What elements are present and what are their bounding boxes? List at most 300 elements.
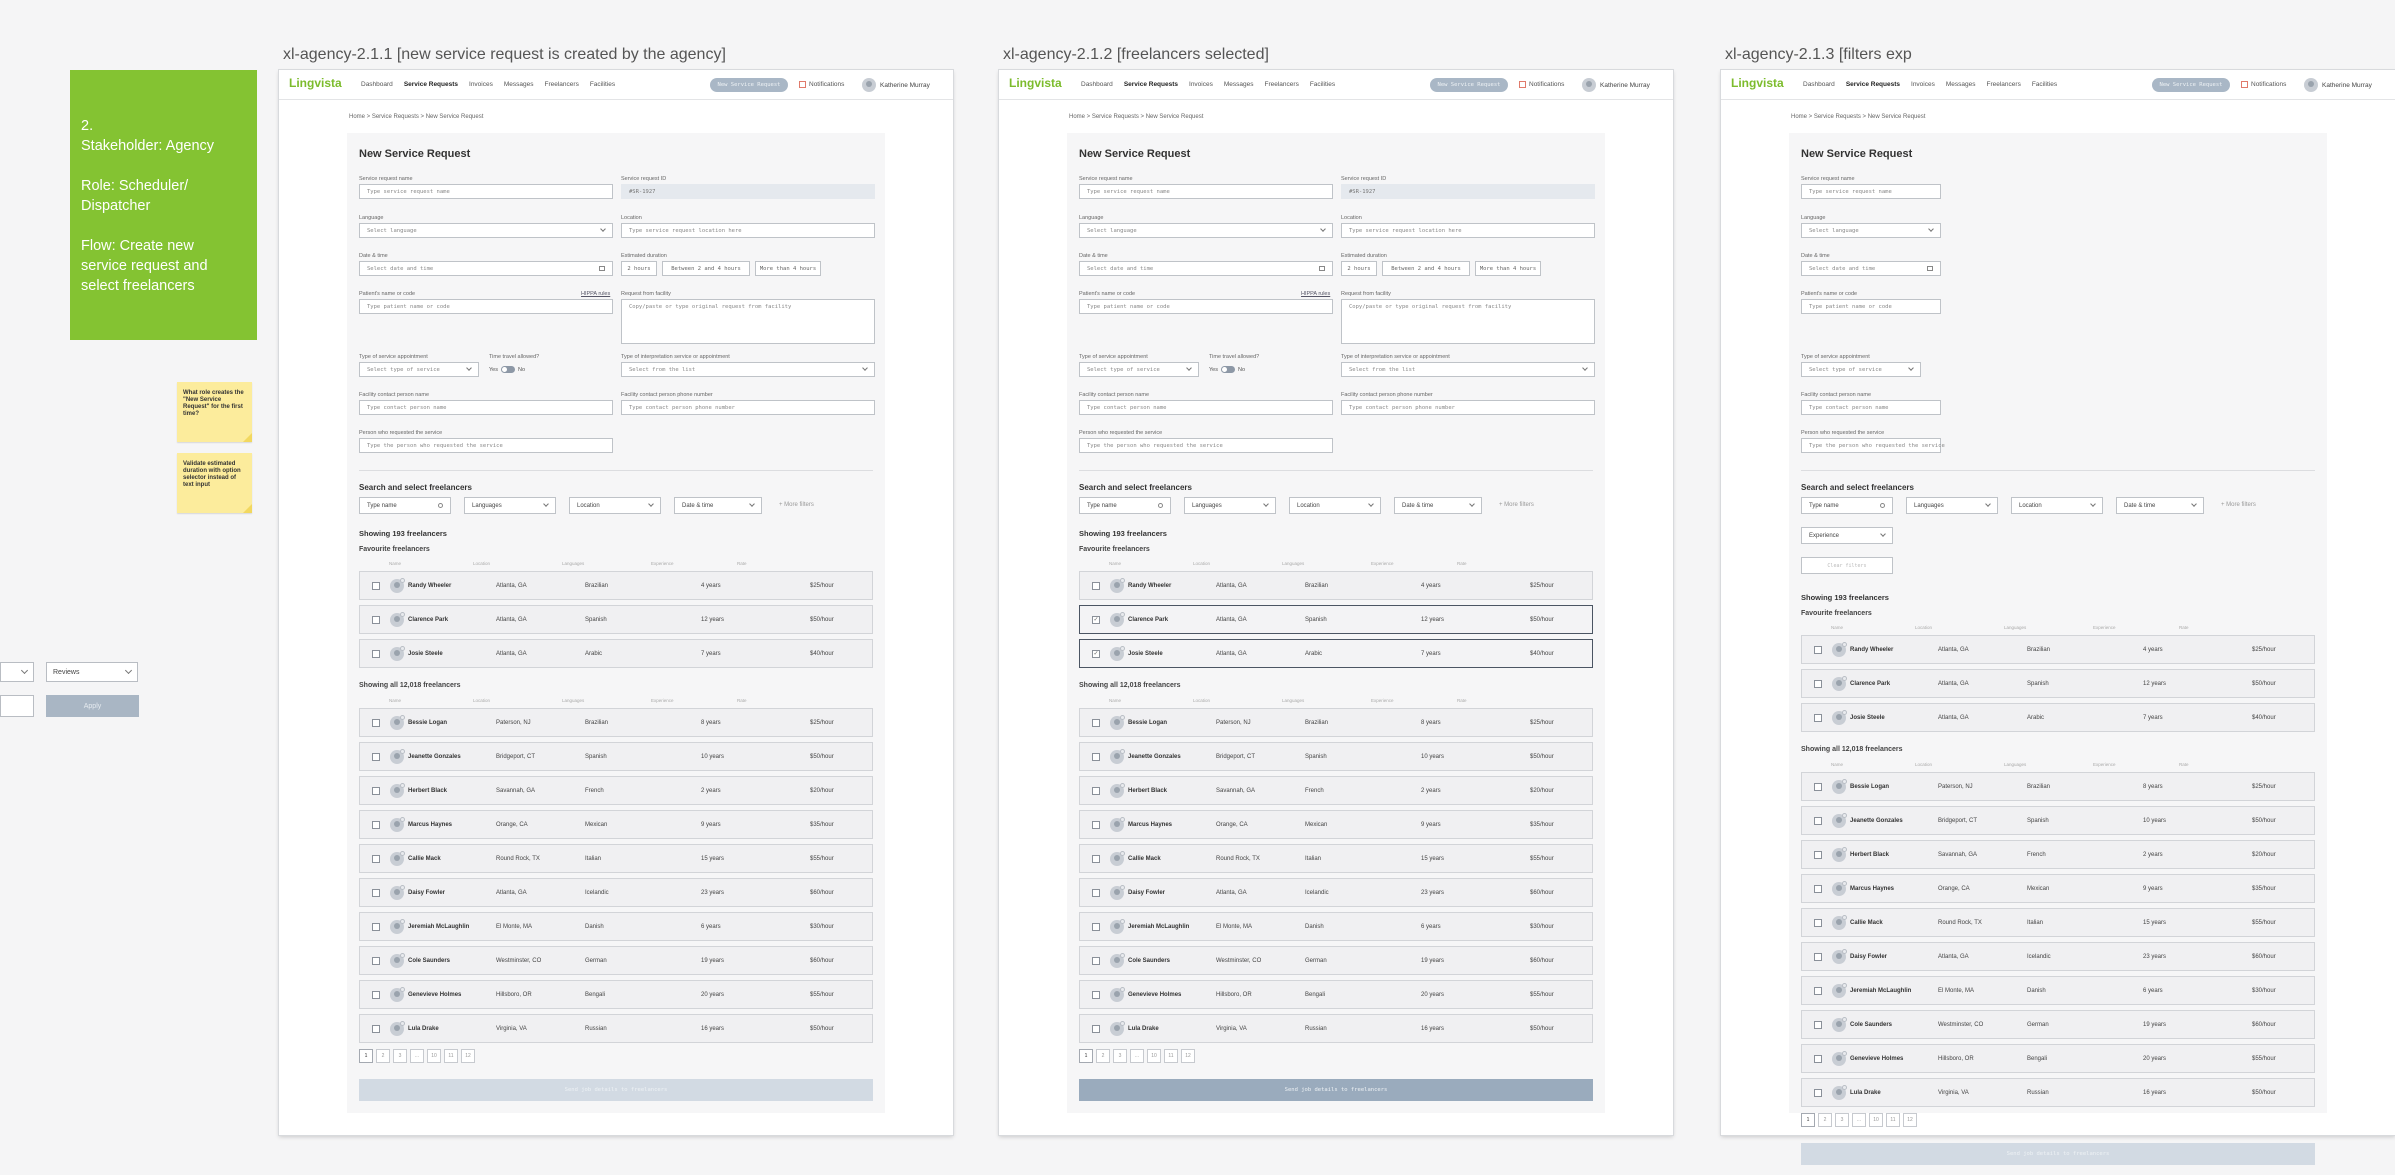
select-checkbox[interactable] xyxy=(1092,889,1100,897)
cell-experience: 20 years xyxy=(1421,992,1445,998)
cell-experience: 12 years xyxy=(1421,617,1445,623)
clear-filters-button[interactable]: Clear filters xyxy=(1801,557,1893,574)
status-dot-icon xyxy=(400,646,405,651)
status-dot-icon xyxy=(1120,987,1125,992)
datetime-picker[interactable] xyxy=(359,261,613,276)
more-filters-link[interactable]: + More filters xyxy=(2221,502,2256,508)
location-label: Location xyxy=(621,215,642,221)
sr-name-input[interactable] xyxy=(359,184,613,199)
cell-location: Atlanta, GA xyxy=(1216,583,1247,589)
language-select-text: Select language xyxy=(1087,227,1137,234)
interp-select[interactable] xyxy=(1341,362,1595,377)
requester-input[interactable] xyxy=(359,438,613,453)
sr-id-label: Service request ID xyxy=(621,176,667,182)
page-button[interactable]: 2 xyxy=(1096,1049,1110,1063)
nav-item-invoices[interactable]: Invoices xyxy=(469,81,493,88)
location-filter[interactable] xyxy=(1289,497,1381,514)
cell-rate: $50/hour xyxy=(810,1026,834,1032)
page-button[interactable]: 1 xyxy=(359,1049,373,1063)
divider xyxy=(359,470,873,471)
contact-phone-input[interactable] xyxy=(1341,400,1595,415)
select-checkbox[interactable] xyxy=(1092,855,1100,863)
nav-item-messages[interactable]: Messages xyxy=(1945,81,1976,88)
all-freelancers-title: Showing all 12,018 freelancers xyxy=(1801,746,1903,753)
table-row[interactable] xyxy=(1079,946,1593,975)
name-search-input[interactable] xyxy=(1801,497,1893,514)
requester-input-text: Type the person who requested the service xyxy=(1809,442,1945,449)
cell-name: Marcus Haynes xyxy=(1850,886,1895,892)
table-row[interactable] xyxy=(1801,669,2315,698)
new-service-request-button[interactable]: New Service Request xyxy=(710,78,788,92)
cell-rate: $50/hour xyxy=(2252,681,2276,687)
datetime-picker[interactable] xyxy=(1079,261,1333,276)
hipaa-link[interactable]: HIPPA rules xyxy=(581,291,611,297)
cell-name: Clarence Park xyxy=(408,617,449,623)
column-header: Name xyxy=(1831,762,1844,767)
select-checkbox[interactable] xyxy=(372,616,380,624)
duration-option[interactable]: More than 4 hours xyxy=(1475,261,1541,276)
status-dot-icon xyxy=(1842,915,1847,920)
datetime-picker[interactable] xyxy=(1801,261,1941,276)
table-row[interactable] xyxy=(1079,776,1593,805)
service-type-select-text: Select type of service xyxy=(1087,366,1160,373)
interp-select[interactable] xyxy=(621,362,875,377)
select-checkbox[interactable] xyxy=(1814,851,1822,859)
showing-count: Showing 193 freelancers xyxy=(1079,529,1167,538)
cell-experience: 9 years xyxy=(701,822,721,828)
page-button[interactable]: 10 xyxy=(1869,1113,1883,1127)
cell-language: French xyxy=(1305,788,1324,794)
nav-item-facilities[interactable]: Facilities xyxy=(1309,81,1336,88)
nav-item-freelancers[interactable]: Freelancers xyxy=(1986,81,2021,88)
patient-input[interactable] xyxy=(1079,299,1333,314)
cell-location: Westminster, CO xyxy=(1216,958,1262,964)
language-select[interactable] xyxy=(1079,223,1333,238)
patient-label: Patient's name or code xyxy=(359,291,416,297)
page-button[interactable]: ... xyxy=(1130,1049,1144,1063)
datetime-filter[interactable] xyxy=(1394,497,1482,514)
table-row[interactable] xyxy=(359,912,873,941)
cell-language: Spanish xyxy=(2027,681,2049,687)
sr-name-label: Service request name xyxy=(359,176,413,182)
cell-name: Randy Wheeler xyxy=(408,583,452,589)
table-row[interactable] xyxy=(1801,703,2315,732)
contact-name-input[interactable] xyxy=(1079,400,1333,415)
language-select-text: Select language xyxy=(367,227,417,234)
table-row[interactable] xyxy=(359,776,873,805)
frame-title: xl-agency-2.1.2 [freelancers selected] xyxy=(1003,46,1269,63)
notifications-link[interactable] xyxy=(1519,81,1564,88)
avatar xyxy=(2304,78,2318,92)
cell-location: El Monte, MA xyxy=(1216,924,1253,930)
time-travel-toggle[interactable] xyxy=(1209,366,1245,373)
page-button[interactable]: ... xyxy=(410,1049,424,1063)
datetime-filter-text: Date & time xyxy=(682,502,714,509)
cell-rate: $55/hour xyxy=(810,856,834,862)
app-logo[interactable]: Lingvista xyxy=(289,76,342,90)
column-header: Rate xyxy=(1457,698,1467,703)
send-job-details-button[interactable]: Send job details to freelancers xyxy=(1079,1079,1593,1101)
cell-language: Russian xyxy=(2027,1090,2049,1096)
service-type-select[interactable] xyxy=(1079,362,1199,377)
page-button[interactable]: 10 xyxy=(1147,1049,1161,1063)
table-row[interactable] xyxy=(1801,1078,2315,1107)
name-search-input[interactable] xyxy=(1079,497,1171,514)
chevron-down-icon xyxy=(862,365,868,371)
column-header: Languages xyxy=(562,698,585,703)
select-checkbox[interactable] xyxy=(1814,1089,1822,1097)
sr-id-field[interactable] xyxy=(621,184,875,199)
table-row[interactable] xyxy=(359,571,873,600)
cell-rate: $40/hour xyxy=(810,651,834,657)
breadcrumb[interactable]: Home > Service Requests > New Service Request xyxy=(1791,114,1926,120)
notifications-link[interactable] xyxy=(2241,81,2286,88)
nav-item-service-requests[interactable]: Service Requests xyxy=(403,81,459,88)
select-checkbox[interactable] xyxy=(372,719,380,727)
nav-item-freelancers[interactable]: Freelancers xyxy=(544,81,579,88)
select-checkbox[interactable] xyxy=(1092,957,1100,965)
select-checkbox[interactable]: ✓ xyxy=(1093,617,1099,623)
toggle-switch[interactable] xyxy=(501,366,515,373)
select-checkbox[interactable] xyxy=(1814,817,1822,825)
service-type-label: Type of service appointment xyxy=(1079,354,1148,360)
select-checkbox[interactable] xyxy=(372,889,380,897)
nav-item-dashboard[interactable]: Dashboard xyxy=(361,81,393,88)
page-button[interactable]: 3 xyxy=(1835,1113,1849,1127)
requester-label: Person who requested the service xyxy=(1079,430,1163,436)
cell-experience: 23 years xyxy=(2143,954,2167,960)
table-row[interactable] xyxy=(359,639,873,668)
cell-location: Orange, CA xyxy=(496,822,528,828)
table-row[interactable] xyxy=(1079,844,1593,873)
table-row[interactable] xyxy=(359,980,873,1009)
chevron-down-icon xyxy=(2090,501,2096,507)
page-button[interactable]: ... xyxy=(1852,1113,1866,1127)
page-button[interactable]: 1 xyxy=(1801,1113,1815,1127)
select-checkbox[interactable] xyxy=(372,957,380,965)
notifications-link[interactable] xyxy=(799,81,844,88)
language-select[interactable] xyxy=(1801,223,1941,238)
contact-name-input[interactable] xyxy=(1801,400,1941,415)
service-type-select[interactable] xyxy=(1801,362,1921,377)
column-headers xyxy=(1801,762,2315,768)
cell-location: Atlanta, GA xyxy=(1938,715,1969,721)
table-row[interactable] xyxy=(359,878,873,907)
datetime-filter[interactable] xyxy=(2116,497,2204,514)
select-checkbox[interactable] xyxy=(1814,919,1822,927)
cell-experience: 16 years xyxy=(701,1026,725,1032)
cell-rate: $60/hour xyxy=(1530,890,1554,896)
nav-item-service-requests[interactable]: Service Requests xyxy=(1845,81,1901,88)
status-dot-icon xyxy=(400,953,405,958)
column-header: Location xyxy=(473,698,491,703)
select-checkbox[interactable] xyxy=(372,923,380,931)
contact-name-input[interactable] xyxy=(359,400,613,415)
cell-name: Bessie Logan xyxy=(1128,720,1168,726)
datetime-picker-text: Select date and time xyxy=(1809,265,1876,272)
table-row[interactable] xyxy=(1079,980,1593,1009)
cell-language: Brazilian xyxy=(585,720,609,726)
cell-name: Jeremiah McLaughlin xyxy=(1128,924,1190,930)
page-button[interactable]: 12 xyxy=(1181,1049,1195,1063)
table-row[interactable] xyxy=(1801,840,2315,869)
requester-input-text: Type the person who requested the service xyxy=(1087,442,1223,449)
sr-name-input[interactable] xyxy=(1801,184,1941,199)
table-row[interactable] xyxy=(1079,708,1593,737)
duration-option[interactable]: Between 2 and 4 hours xyxy=(662,261,750,276)
breadcrumb[interactable]: Home > Service Requests > New Service Request xyxy=(1069,114,1204,120)
nav-item-facilities[interactable]: Facilities xyxy=(2031,81,2058,88)
contact-name-input-text: Type contact person name xyxy=(1809,404,1889,411)
breadcrumb[interactable]: Home > Service Requests > New Service Request xyxy=(349,114,484,120)
chevron-down-icon xyxy=(1368,501,1374,507)
table-row[interactable] xyxy=(359,742,873,771)
select-checkbox[interactable] xyxy=(372,991,380,999)
cell-location: Atlanta, GA xyxy=(496,651,527,657)
cell-experience: 16 years xyxy=(1421,1026,1445,1032)
table-row[interactable] xyxy=(1801,635,2315,664)
nav-item-facilities[interactable]: Facilities xyxy=(589,81,616,88)
search-section-title: Search and select freelancers xyxy=(359,483,472,492)
select-checkbox[interactable] xyxy=(372,855,380,863)
column-header: Languages xyxy=(2004,762,2027,767)
location-input[interactable] xyxy=(1341,223,1595,238)
cell-location: Atlanta, GA xyxy=(1216,890,1247,896)
new-service-request-button[interactable]: New Service Request xyxy=(2152,78,2230,92)
datetime-label: Date & time xyxy=(1079,253,1108,259)
page-button[interactable]: 3 xyxy=(393,1049,407,1063)
cell-experience: 10 years xyxy=(2143,818,2167,824)
table-row[interactable] xyxy=(1801,874,2315,903)
nav-item-dashboard[interactable]: Dashboard xyxy=(1803,81,1835,88)
table-row[interactable] xyxy=(359,605,873,634)
nav-item-invoices[interactable]: Invoices xyxy=(1911,81,1935,88)
table-row[interactable] xyxy=(1079,878,1593,907)
requester-input[interactable] xyxy=(1079,438,1333,453)
table-row[interactable] xyxy=(359,946,873,975)
page-button[interactable]: 10 xyxy=(427,1049,441,1063)
page-button[interactable]: 11 xyxy=(1886,1113,1900,1127)
page-button[interactable]: 12 xyxy=(461,1049,475,1063)
cell-language: Russian xyxy=(585,1026,607,1032)
duration-option[interactable]: Between 2 and 4 hours xyxy=(1382,261,1470,276)
select-checkbox[interactable] xyxy=(1814,714,1822,722)
select-checkbox[interactable] xyxy=(1814,783,1822,791)
cell-name: Genevieve Holmes xyxy=(1128,992,1182,998)
cell-location: Savannah, GA xyxy=(496,788,536,794)
apply-button[interactable]: Apply xyxy=(46,695,139,717)
cell-rate: $25/hour xyxy=(2252,647,2276,653)
table-row[interactable] xyxy=(1801,1044,2315,1073)
select-checkbox[interactable] xyxy=(1814,1021,1822,1029)
cell-location: Atlanta, GA xyxy=(1938,647,1969,653)
location-filter-text: Location xyxy=(577,502,600,509)
table-row[interactable] xyxy=(1079,1014,1593,1043)
table-row[interactable] xyxy=(1801,908,2315,937)
stakeholder-card: 2. Stakeholder: Agency Role: Scheduler/ Dispatcher Flow: Create new service request and select freelancers xyxy=(70,70,257,340)
search-icon xyxy=(1880,503,1885,508)
select-checkbox[interactable] xyxy=(372,753,380,761)
table-row[interactable] xyxy=(1079,912,1593,941)
nav-item-freelancers[interactable]: Freelancers xyxy=(1264,81,1299,88)
select-checkbox[interactable] xyxy=(1092,582,1100,590)
request-textarea[interactable]: Copy/paste or type original request from facility xyxy=(1341,299,1595,344)
request-textarea[interactable]: Copy/paste or type original request from facility xyxy=(621,299,875,344)
select-checkbox[interactable] xyxy=(1092,787,1100,795)
send-job-details-button[interactable]: Send job details to freelancers xyxy=(1801,1143,2315,1165)
table-row[interactable] xyxy=(1079,639,1593,668)
cell-language: Italian xyxy=(2027,920,2044,926)
duration-option[interactable]: More than 4 hours xyxy=(755,261,821,276)
select-checkbox[interactable] xyxy=(372,650,380,658)
datetime-filter[interactable] xyxy=(674,497,762,514)
user-menu[interactable] xyxy=(2304,78,2372,92)
select-checkbox[interactable] xyxy=(1814,680,1822,688)
more-filters-link[interactable]: + More filters xyxy=(779,502,814,508)
table-row[interactable] xyxy=(1801,772,2315,801)
cell-language: Arabic xyxy=(1305,651,1323,657)
select-checkbox[interactable] xyxy=(1092,991,1100,999)
column-header: Experience xyxy=(1371,561,1394,566)
location-filter[interactable] xyxy=(2011,497,2103,514)
select-checkbox[interactable] xyxy=(1814,646,1822,654)
sr-id-field[interactable] xyxy=(1341,184,1595,199)
chevron-down-icon xyxy=(600,226,606,232)
cell-location: Virginia, VA xyxy=(1938,1090,1969,1096)
name-search-input[interactable] xyxy=(359,497,451,514)
page-button[interactable]: 3 xyxy=(1113,1049,1127,1063)
select-checkbox[interactable] xyxy=(372,1025,380,1033)
nav-item-messages[interactable]: Messages xyxy=(503,81,534,88)
page-button[interactable]: 1 xyxy=(1079,1049,1093,1063)
user-menu[interactable] xyxy=(1582,78,1650,92)
languages-filter[interactable] xyxy=(464,497,556,514)
select-checkbox[interactable] xyxy=(372,821,380,829)
chevron-down-icon xyxy=(466,365,472,371)
table-row[interactable] xyxy=(359,844,873,873)
send-job-details-button[interactable]: Send job details to freelancers xyxy=(359,1079,873,1101)
table-row[interactable] xyxy=(359,708,873,737)
nav-item-invoices[interactable]: Invoices xyxy=(1189,81,1213,88)
column-header: Rate xyxy=(737,561,747,566)
datetime-label: Date & time xyxy=(359,253,388,259)
page-button[interactable]: 2 xyxy=(376,1049,390,1063)
select-checkbox[interactable] xyxy=(1092,719,1100,727)
contact-phone-input[interactable] xyxy=(621,400,875,415)
app-logo[interactable]: Lingvista xyxy=(1731,76,1784,90)
sr-name-input[interactable] xyxy=(1079,184,1333,199)
partial-input[interactable] xyxy=(0,695,34,717)
patient-input[interactable] xyxy=(1801,299,1941,314)
cell-language: Spanish xyxy=(2027,818,2049,824)
duration-option[interactable]: 2 hours xyxy=(621,261,657,276)
status-dot-icon xyxy=(1842,949,1847,954)
cell-experience: 2 years xyxy=(1421,788,1441,794)
sticky-note-role: What role creates the "New Service Request" for the first time? xyxy=(177,382,252,442)
select-checkbox[interactable] xyxy=(1814,953,1822,961)
notification-icon xyxy=(1519,81,1526,88)
new-service-request-button[interactable]: New Service Request xyxy=(1430,78,1508,92)
status-dot-icon xyxy=(1120,646,1125,651)
patient-input[interactable] xyxy=(359,299,613,314)
select-checkbox[interactable] xyxy=(1814,1055,1822,1063)
select-checkbox[interactable] xyxy=(1092,1025,1100,1033)
location-input[interactable] xyxy=(621,223,875,238)
table-row[interactable] xyxy=(1079,571,1593,600)
page-button[interactable]: 11 xyxy=(1164,1049,1178,1063)
search-section-title: Search and select freelancers xyxy=(1801,483,1914,492)
table-row[interactable] xyxy=(1801,976,2315,1005)
calendar-icon xyxy=(1927,266,1933,271)
toggle-switch[interactable] xyxy=(1221,366,1235,373)
languages-filter[interactable] xyxy=(1184,497,1276,514)
page-button[interactable]: 12 xyxy=(1903,1113,1917,1127)
status-dot-icon xyxy=(1842,779,1847,784)
select-checkbox[interactable] xyxy=(1814,885,1822,893)
location-filter[interactable] xyxy=(569,497,661,514)
status-dot-icon xyxy=(400,817,405,822)
duration-option[interactable]: 2 hours xyxy=(1341,261,1377,276)
select-checkbox[interactable] xyxy=(1092,821,1100,829)
hipaa-link[interactable]: HIPPA rules xyxy=(1301,291,1331,297)
table-row[interactable] xyxy=(1801,806,2315,835)
nav-item-messages[interactable]: Messages xyxy=(1223,81,1254,88)
requester-input[interactable] xyxy=(1801,438,1945,453)
user-menu[interactable] xyxy=(862,78,930,92)
table-row[interactable] xyxy=(1079,605,1593,634)
select-checkbox[interactable] xyxy=(1092,753,1100,761)
column-header: Name xyxy=(1109,561,1122,566)
app-logo[interactable]: Lingvista xyxy=(1009,76,1062,90)
languages-filter[interactable] xyxy=(1906,497,1998,514)
table-row[interactable] xyxy=(1801,1010,2315,1039)
cell-experience: 19 years xyxy=(2143,1022,2167,1028)
notification-icon xyxy=(2241,81,2248,88)
cell-name: Cole Saunders xyxy=(408,958,451,964)
select-checkbox[interactable]: ✓ xyxy=(1093,651,1099,657)
select-checkbox[interactable] xyxy=(1092,923,1100,931)
reviews-select[interactable] xyxy=(46,662,138,682)
table-row[interactable] xyxy=(1801,942,2315,971)
table-row[interactable] xyxy=(1079,742,1593,771)
cell-name: Lula Drake xyxy=(408,1026,439,1032)
all-freelancers-title: Showing all 12,018 freelancers xyxy=(359,682,461,689)
page-button[interactable]: 2 xyxy=(1818,1113,1832,1127)
select-checkbox[interactable] xyxy=(1814,987,1822,995)
top-navigation xyxy=(1721,70,2395,100)
cell-name: Jeremiah McLaughlin xyxy=(408,924,470,930)
cell-language: Bengali xyxy=(2027,1056,2048,1062)
service-type-select[interactable] xyxy=(359,362,479,377)
more-filters-link[interactable]: + More filters xyxy=(1499,502,1534,508)
cell-rate: $55/hour xyxy=(810,992,834,998)
table-row[interactable] xyxy=(359,810,873,839)
column-header: Experience xyxy=(651,698,674,703)
experience-filter[interactable] xyxy=(1801,527,1893,544)
contact-phone-label: Facility contact person phone number xyxy=(1341,392,1433,398)
language-select[interactable] xyxy=(359,223,613,238)
time-travel-toggle[interactable] xyxy=(489,366,525,373)
table-row[interactable] xyxy=(359,1014,873,1043)
select-checkbox[interactable] xyxy=(372,787,380,795)
location-filter-text: Location xyxy=(2019,502,2042,509)
partial-select[interactable] xyxy=(0,662,34,682)
table-row[interactable] xyxy=(1079,810,1593,839)
page-button[interactable]: 11 xyxy=(444,1049,458,1063)
nav-item-dashboard[interactable]: Dashboard xyxy=(1081,81,1113,88)
nav-item-service-requests[interactable]: Service Requests xyxy=(1123,81,1179,88)
select-checkbox[interactable] xyxy=(372,582,380,590)
